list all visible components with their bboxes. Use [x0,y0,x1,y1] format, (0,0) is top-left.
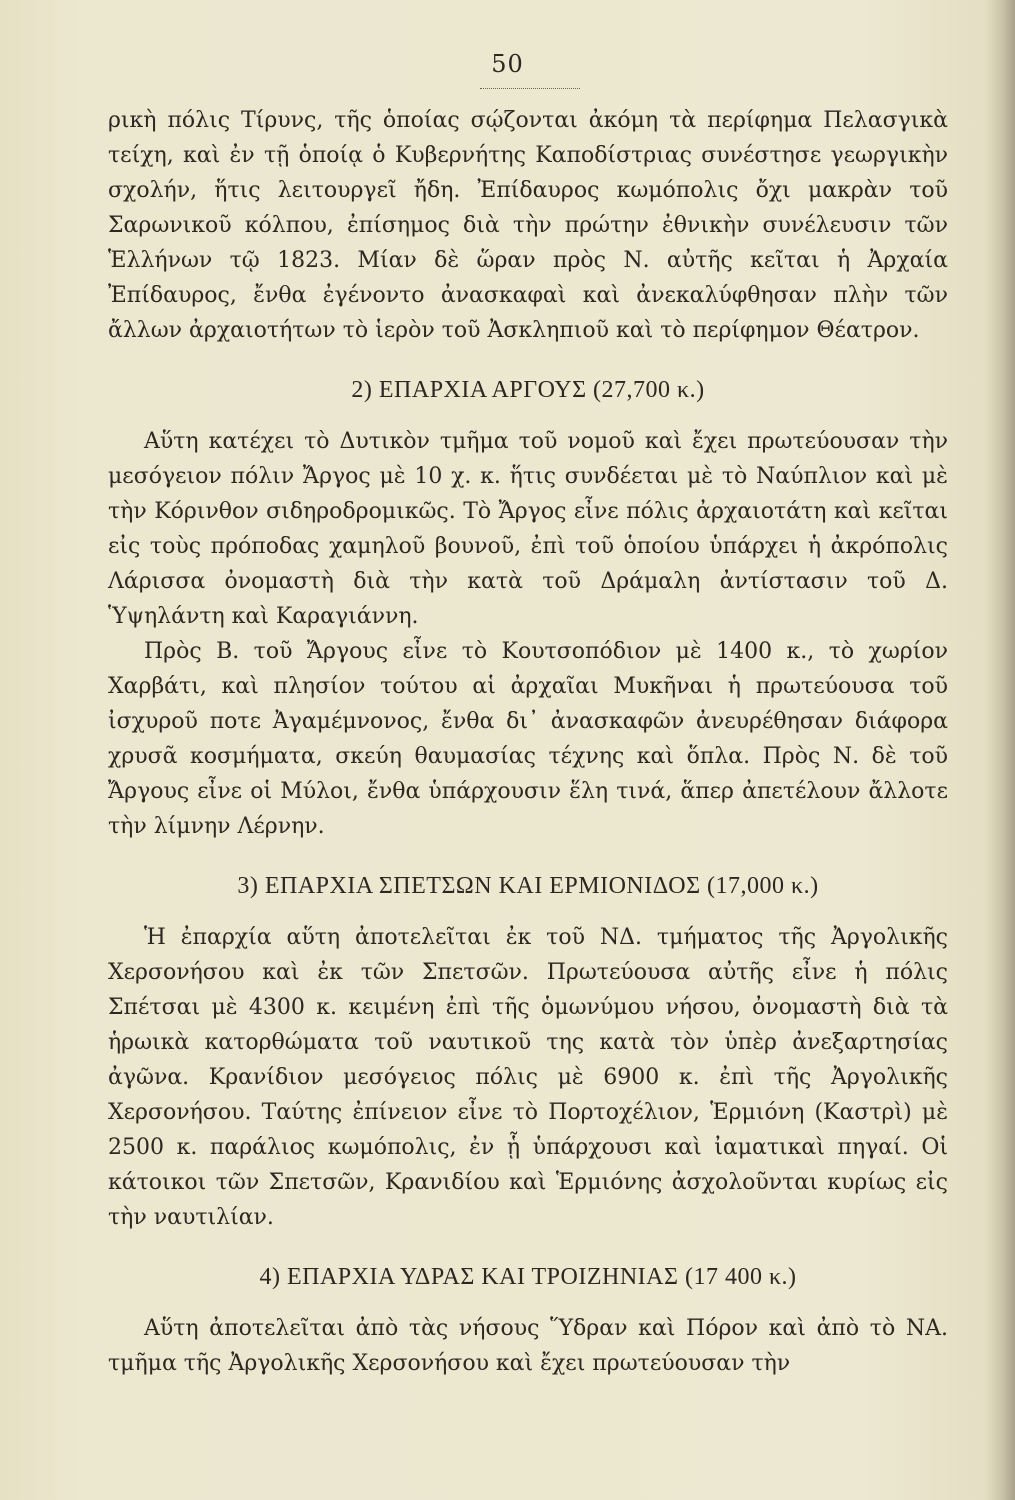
page-number: 50 [491,50,524,78]
paragraph-hydra: Αὕτη ἀποτελεῖται ἀπὸ τὰς νήσους Ὕδραν καὶ Πόρον καὶ ἀπὸ τὸ ΝΑ. τμῆμα τῆς Ἀργολικῆς Χερσονήσου καὶ ἔχει πρωτεύουσαν τὴν [108,1316,948,1376]
paragraph-continuation: ρικὴ πόλις Τίρυνς, τῆς ὁποίας σῴζονται ἀκόμη τὰ περίφημα Πελασγικὰ τείχη, καὶ ἐν τῇ ὁποίᾳ ὁ Κυβερνήτης Καποδίστριας συνέστησε γεωργικὴν σχολήν, ἥτις λειτουργεῖ ἤδη. Ἐπίδαυρος κωμόπολις ὄχι μακρὰν τοῦ Σαρωνικοῦ κόλπου, ἐπίσημος διὰ τὴν πρώτην ἐθνικὴν συνέλευσιν τῶν Ἑλλήνων τῷ 1823. Μίαν δὲ ὥραν πρὸς Ν. αὐτῆς κεῖται ἡ Ἀρχαία Ἐπίδαυρος, ἔνθα ἐγένοντο ἀνασκαφαὶ καὶ ἀνεκαλύφθησαν πλὴν τῶν ἄλλων ἀρχαιοτήτων τὸ ἱερὸν τοῦ Ἀσκληπιοῦ καὶ τὸ περίφημον Θέατρον. [108,108,948,343]
paragraph-argos-1: Αὕτη κατέχει τὸ Δυτικὸν τμῆμα τοῦ νομοῦ καὶ ἔχει πρωτεύουσαν τὴν μεσόγειον πόλιν Ἄργος μὲ 10 χ. κ. ἥτις συνδέεται μὲ τὸ Ναύπλιον καὶ μὲ τὴν Κόρινθον σιδηροδρομικῶς. Τὸ Ἄργος εἶνε πόλις ἀρχαιοτάτη καὶ κεῖται εἰς τοὺς πρόποδας χαμηλοῦ βουνοῦ, ἐπὶ τοῦ ὁποίου ὑπάρχει ἡ ἀκρόπολις Λάρισσα ὀνομαστὴ διὰ τὴν κατὰ τοῦ Δράμαλη ἀντίστασιν τοῦ Δ. Ὑψηλάντη καὶ Καραγιάννη. [108,429,948,629]
page-number-rule [480,88,580,89]
section-heading-spetses: 3) ΕΠΑΡΧΙΑ ΣΠΕΤΣΩΝ ΚΑΙ ΕΡΜΙΟΝΙΔΟΣ (17,000 κ.) [237,873,819,899]
section-heading-hydra: 4) ΕΠΑΡΧΙΑ ΥΔΡΑΣ ΚΑΙ ΤΡΟΙΖΗΝΙΑΣ (17 400 κ.) [259,1264,797,1290]
page-body [108,103,948,1381]
paragraph-spetses: Ἡ ἐπαρχία αὕτη ἀποτελεῖται ἐκ τοῦ ΝΔ. τμήματος τῆς Ἀργολικῆς Χερσονήσου καὶ ἐκ τῶν Σπετσῶν. Πρωτεύουσα αὐτῆς εἶνε ἡ πόλις Σπέτσαι μὲ 4300 κ. κειμένη ἐπὶ τῆς ὁμωνύμου νήσου, ὀνομαστὴ διὰ τὰ ἡρωικὰ κατορθώματα τοῦ ναυτικοῦ της κατὰ τὸν ὑπὲρ ἀνεξαρτησίας ἀγῶνα. Κρανίδιον μεσόγειος πόλις μὲ 6900 κ. ἐπὶ τῆς Ἀργολικῆς Χερσονήσου. Ταύτης ἐπίνειον εἶνε τὸ Πορτοχέλιον, Ἑρμιόνη (Καστρὶ) μὲ 2500 κ. παράλιος κωμόπολις, ἐν ᾗ ὑπάρχουσι καὶ ἰαματικαὶ πηγαί. Οἱ κάτοικοι τῶν Σπετσῶν, Κρανιδίου καὶ Ἑρμιόνης ἀσχολοῦνται κυρίως εἰς τὴν ναυτιλίαν. [108,925,948,1230]
paragraph-argos-2: Πρὸς Β. τοῦ Ἄργους εἶνε τὸ Κουτσοπόδιον μὲ 1400 κ., τὸ χωρίον Χαρβάτι, καὶ πλησίον τούτου αἱ ἀρχαῖαι Μυκῆναι ἡ πρωτεύουσα τοῦ ἰσχυροῦ ποτε Ἀγαμέμνονος, ἔνθα δι᾽ ἀνασκαφῶν ἀνευρέθησαν διάφορα χρυσᾶ κοσμήματα, σκεύη θαυμασίας τέχνης καὶ ὅπλα. Πρὸς Ν. δὲ τοῦ Ἄργους εἶνε οἱ Μύλοι, ἔνθα ὑπάρχουσιν ἕλη τινά, ἅπερ ἀπετέλουν ἄλλοτε τὴν λίμνην Λέρνην. [108,639,948,839]
section-heading-argos: 2) ΕΠΑΡΧΙΑ ΑΡΓΟΥΣ (27,700 κ.) [351,377,705,403]
page-edge-shadow [985,0,1015,1500]
